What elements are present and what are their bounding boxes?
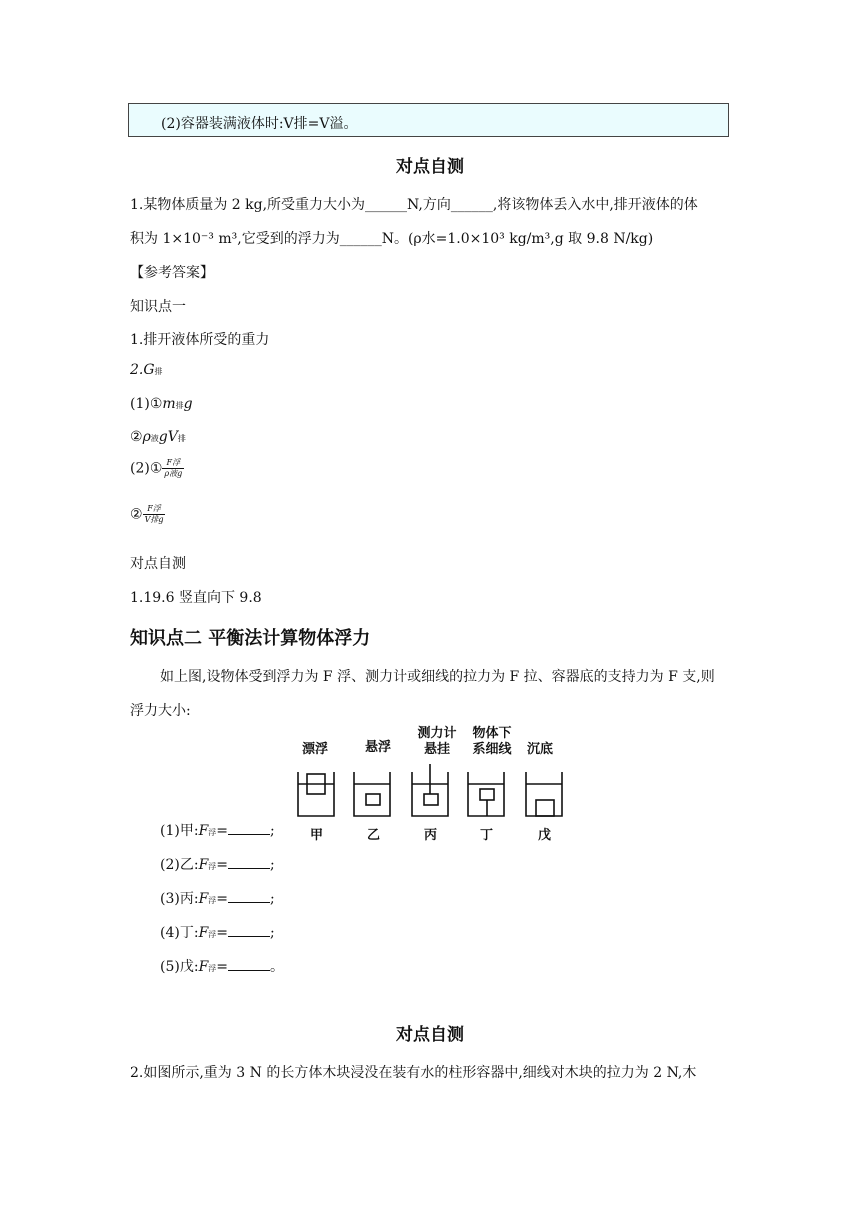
fill-item-2-f: F xyxy=(198,857,209,873)
self-test-title-2: 对点自测 xyxy=(396,1025,464,1045)
highlight-box xyxy=(128,103,729,137)
fill-item-4-prefix: (4)丁: xyxy=(160,925,199,941)
answer-4 xyxy=(130,429,186,445)
answer-4-sub: 排 xyxy=(177,434,186,443)
fill-item-3-prefix: (3)丙: xyxy=(160,891,199,907)
answer-2 xyxy=(130,362,163,378)
answers-header: 【参考答案】 xyxy=(130,265,214,281)
answer-2-sub: 排 xyxy=(154,367,163,376)
fill-item-2-blank[interactable] xyxy=(228,856,270,869)
fill-item-3-f-sub: 浮 xyxy=(208,896,217,905)
answer-5 xyxy=(130,458,184,479)
buoyancy-figure xyxy=(290,726,570,844)
fill-item-4-f: F xyxy=(198,925,209,941)
figure-label-sunk: 沉底 xyxy=(527,742,554,757)
fill-item-1: (1)甲:F浮= ; xyxy=(160,823,275,839)
fill-item-3-f: F xyxy=(198,891,209,907)
fill-item-1-f-sub: 浮 xyxy=(208,828,217,837)
figure-label-floating: 漂浮 xyxy=(302,742,329,757)
fill-item-5-prefix: (5)戊: xyxy=(160,959,199,975)
fill-item-2: (2)乙:F浮= ; xyxy=(160,857,275,873)
answer-6 xyxy=(130,504,165,525)
question-2-line-1: 2.如图所示,重为 3 N 的长方体木块浸没在装有水的柱形容器中,细线对木块的拉力为 2 N,木 xyxy=(130,1065,697,1081)
answer-1: 1.排开液体所受的重力 xyxy=(130,332,270,348)
figure-bottom-bing: 丙 xyxy=(424,828,438,843)
answers-self-test-answer: 1.19.6 竖直向下 9.8 xyxy=(130,590,262,606)
container-spring-scale xyxy=(412,764,448,816)
fill-item-2-suffix: ; xyxy=(270,857,275,873)
question-1-line-2: 积为 1×10⁻³ m³,它受到的浮力为______N。(ρ水=1.0×10³ kg/m³,g 取 9.8 N/kg) xyxy=(130,231,654,247)
fill-item-3-suffix: ; xyxy=(270,891,275,907)
answer-6-den: V排g xyxy=(144,515,164,524)
answer-3 xyxy=(130,396,193,412)
answers-kp1: 知识点一 xyxy=(130,299,186,315)
section-2-intro-1: 如上图,设物体受到浮力为 F 浮、测力计或细线的拉力为 F 拉、容器底的支持力为 F 支,则 xyxy=(160,669,715,685)
fill-item-2-f-sub: 浮 xyxy=(208,862,217,871)
fill-item-5-suffix: 。 xyxy=(270,959,285,975)
section-2-intro-2: 浮力大小: xyxy=(130,703,191,719)
answer-3-sub: 排 xyxy=(175,401,184,410)
fill-item-3: (3)丙:F浮= ; xyxy=(160,891,275,907)
fill-item-1-blank[interactable] xyxy=(228,822,270,835)
fill-item-5-f: F xyxy=(198,959,209,975)
fill-item-5-blank[interactable] xyxy=(228,958,270,971)
answers-self-test: 对点自测 xyxy=(130,556,186,572)
figure-bottom-ding: 丁 xyxy=(480,828,494,843)
container-thread-below xyxy=(468,772,504,816)
answer-3-prefix: (1)① xyxy=(130,396,163,412)
fill-item-5-f-sub: 浮 xyxy=(208,964,217,973)
answer-4-rho: ρ xyxy=(142,429,151,445)
section-2-title: 知识点二 平衡法计算物体浮力 xyxy=(130,628,371,649)
fill-item-1-f: F xyxy=(198,823,209,839)
container-suspended xyxy=(354,772,390,816)
fill-item-5: (5)戊:F浮= 。 xyxy=(160,959,285,975)
answer-6-prefix: ② xyxy=(130,506,143,523)
question-1-line-1: 1.某物体质量为 2 kg,所受重力大小为______N,方向______,将该物体丢入水中,排开液体的体 xyxy=(130,197,698,213)
figure-label-suspended: 悬浮 xyxy=(365,740,392,755)
figure-label-spring-scale: 测力计 悬挂 xyxy=(417,726,457,757)
figure-bottom-wu: 戊 xyxy=(538,828,552,843)
answer-5-den: ρ液g xyxy=(164,469,183,478)
answer-6-fraction xyxy=(143,504,166,525)
answer-4-gv: gV xyxy=(158,429,178,445)
answer-4-rho-sub: 液 xyxy=(150,434,159,443)
fill-item-4: (4)丁:F浮= ; xyxy=(160,925,275,941)
highlight-box-text: (2)容器装满液体时:V排=V溢。 xyxy=(161,116,358,132)
answer-5-prefix: (2)① xyxy=(130,460,163,477)
figure-bottom-jia: 甲 xyxy=(310,828,324,843)
self-test-title-1: 对点自测 xyxy=(396,157,464,177)
fill-item-4-blank[interactable] xyxy=(228,924,270,937)
answer-3-m: m xyxy=(162,396,176,412)
figure-label-thread-below: 物体下 系细线 xyxy=(472,726,512,757)
answer-5-fraction xyxy=(162,458,184,479)
fill-item-4-f-sub: 浮 xyxy=(208,930,217,939)
fill-item-1-prefix: (1)甲: xyxy=(160,823,199,839)
answer-3-g: g xyxy=(183,396,193,412)
fill-item-4-suffix: ; xyxy=(270,925,275,941)
answer-4-circle: ② xyxy=(130,429,143,445)
fill-item-2-prefix: (2)乙: xyxy=(160,857,199,873)
container-sunk xyxy=(526,772,562,816)
answer-2-text: 2.G xyxy=(130,362,155,378)
fill-item-3-blank[interactable] xyxy=(228,890,270,903)
answer-5-num: F浮 xyxy=(162,458,184,469)
figure-bottom-yi: 乙 xyxy=(367,828,381,843)
fill-item-1-suffix: ; xyxy=(270,823,275,839)
answer-6-num: F浮 xyxy=(143,504,166,515)
container-floating xyxy=(298,772,334,816)
